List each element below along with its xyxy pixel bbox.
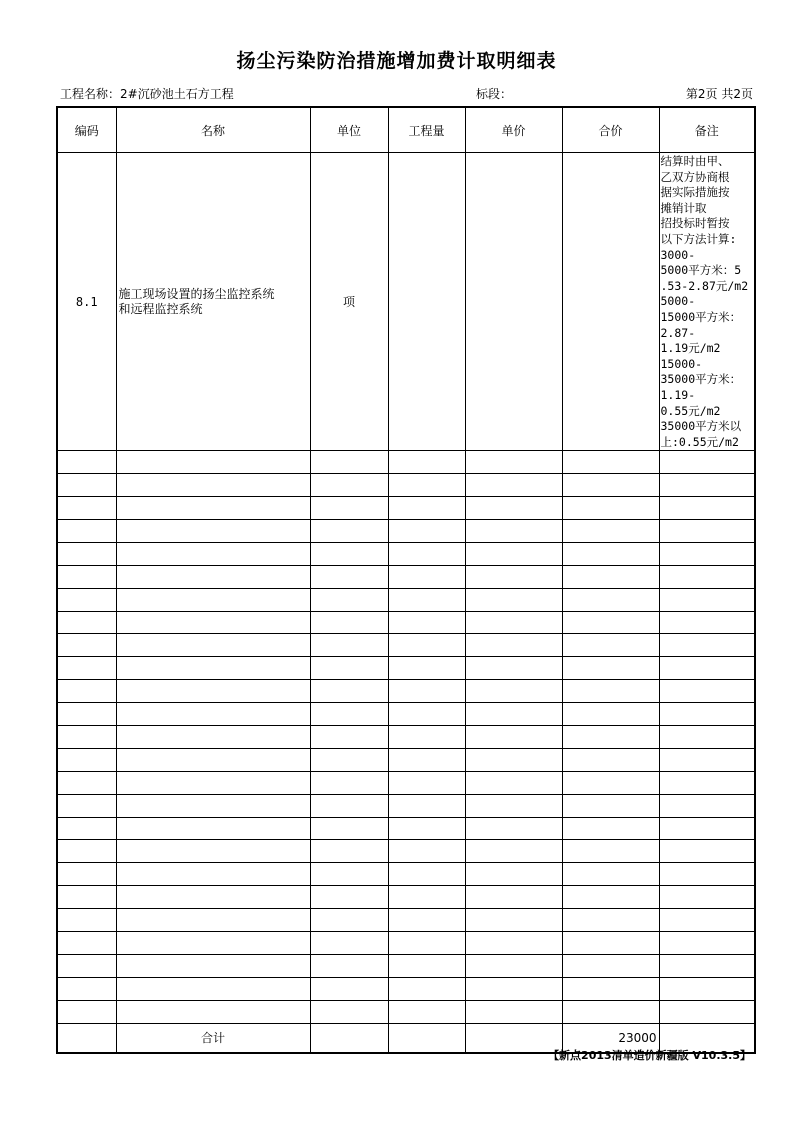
page-title: 扬尘污染防治措施增加费计取明细表 [236,50,557,72]
table-row [57,817,755,840]
empty-cell [57,611,116,634]
empty-cell [659,1000,755,1023]
empty-cell [57,748,116,771]
note-line: 招投标时暂按 [660,216,730,231]
empty-cell [388,657,465,680]
empty-cell [388,931,465,954]
empty-cell [465,497,562,520]
table-row [57,886,755,909]
cell-unit: 项 [310,153,388,451]
empty-cell [57,588,116,611]
empty-cell [659,954,755,977]
empty-cell [57,519,116,542]
empty-cell [659,519,755,542]
table-row [57,657,755,680]
table-row [57,748,755,771]
empty-cell [310,977,388,1000]
empty-cell [659,909,755,932]
empty-cell [57,565,116,588]
empty-cell [465,474,562,497]
empty-cell [388,886,465,909]
empty-cell [465,611,562,634]
total-empty-cell [388,1023,465,1053]
column-header-quantity: 工程量 [388,107,465,153]
empty-cell [562,909,659,932]
total-label: 合计 [116,1023,310,1053]
table-row [57,931,755,954]
empty-cell [57,886,116,909]
empty-cell [465,1000,562,1023]
empty-cell [310,771,388,794]
note-line: 1.19- [660,387,696,402]
column-header-unit: 单位 [310,107,388,153]
empty-cell [310,519,388,542]
empty-cell [310,817,388,840]
table-row [57,588,755,611]
empty-cell [659,725,755,748]
cell-unit-price [465,153,562,451]
empty-cell [388,771,465,794]
empty-cell [57,931,116,954]
empty-cell [310,565,388,588]
empty-cell [388,565,465,588]
column-header-note: 备注 [659,107,755,153]
empty-cell [562,840,659,863]
cell-note [659,153,755,451]
total-empty-cell [310,1023,388,1053]
empty-cell [310,794,388,817]
empty-cell [57,1000,116,1023]
empty-cell [116,451,310,474]
cell-amount [562,153,659,451]
empty-cell [465,519,562,542]
blank-rows [57,451,755,1023]
note-line: 据实际措施按 [660,185,730,200]
empty-cell [388,977,465,1000]
note-line: 35000平方米以 [660,419,742,434]
empty-cell [310,542,388,565]
empty-cell [465,703,562,726]
empty-cell [310,840,388,863]
table-row [57,794,755,817]
empty-cell [562,886,659,909]
empty-cell [388,1000,465,1023]
empty-cell [562,542,659,565]
note-line: 上:0.55元/m2 [660,434,739,449]
empty-cell [562,657,659,680]
empty-cell [310,680,388,703]
empty-cell [659,817,755,840]
empty-cell [57,863,116,886]
empty-cell [57,725,116,748]
note-line: 15000平方米： [660,309,742,324]
note-line: 5000- [660,294,696,309]
empty-cell [659,542,755,565]
empty-cell [57,817,116,840]
note-line: 15000- [660,356,703,371]
table-row [57,153,755,451]
empty-cell [310,451,388,474]
empty-cell [659,771,755,794]
empty-cell [659,565,755,588]
empty-cell [388,840,465,863]
column-header-unit-price: 单价 [465,107,562,153]
empty-cell [310,611,388,634]
cell-quantity [388,153,465,451]
page-number: 第2页 共2页 [685,87,753,101]
empty-cell [465,886,562,909]
table-row [57,977,755,1000]
note-line: 1.19元/m2 [660,341,721,356]
total-empty-cell [57,1023,116,1053]
empty-cell [388,519,465,542]
empty-cell [57,680,116,703]
note-line: 摊销计取 [660,200,707,215]
empty-cell [562,794,659,817]
empty-cell [116,840,310,863]
note-line: 5000平方米：5 [660,263,742,278]
empty-cell [116,680,310,703]
empty-cell [465,794,562,817]
empty-cell [465,680,562,703]
empty-cell [116,634,310,657]
empty-cell [116,771,310,794]
empty-cell [116,886,310,909]
note-line: 乙双方协商根 [660,169,730,184]
note-line: 0.55元/m2 [660,403,721,418]
column-header-amount: 合价 [562,107,659,153]
empty-cell [562,565,659,588]
empty-cell [562,703,659,726]
empty-cell [659,634,755,657]
empty-cell [310,954,388,977]
empty-cell [310,657,388,680]
empty-cell [57,657,116,680]
empty-cell [562,954,659,977]
empty-cell [659,451,755,474]
empty-cell [465,771,562,794]
empty-cell [465,840,562,863]
empty-cell [562,519,659,542]
empty-cell [310,886,388,909]
empty-cell [388,588,465,611]
empty-cell [116,725,310,748]
empty-cell [659,794,755,817]
table-row [57,634,755,657]
table-row [57,474,755,497]
table-row [57,565,755,588]
empty-cell [57,840,116,863]
empty-cell [116,565,310,588]
empty-cell [116,817,310,840]
empty-cell [562,634,659,657]
empty-cell [388,611,465,634]
empty-cell [562,771,659,794]
empty-cell [57,634,116,657]
note-line: 以下方法计算: [660,231,737,246]
table-header-row [57,107,755,153]
empty-cell [57,497,116,520]
empty-cell [116,657,310,680]
empty-cell [310,497,388,520]
empty-cell [465,817,562,840]
empty-cell [388,680,465,703]
empty-cell [562,725,659,748]
note-line: 2.87- [660,325,696,340]
empty-cell [388,542,465,565]
empty-cell [562,611,659,634]
empty-cell [116,794,310,817]
cell-name [116,153,310,451]
empty-cell [465,748,562,771]
empty-cell [659,497,755,520]
table-row [57,680,755,703]
empty-cell [562,748,659,771]
note-line: 结算时由甲、 [660,154,730,168]
empty-cell [562,588,659,611]
empty-cell [388,634,465,657]
table-row [57,611,755,634]
empty-cell [310,634,388,657]
empty-cell [116,611,310,634]
table-row [57,451,755,474]
empty-cell [57,451,116,474]
empty-cell [388,794,465,817]
empty-cell [388,451,465,474]
empty-cell [562,451,659,474]
table-row [57,519,755,542]
empty-cell [388,703,465,726]
table-row [57,497,755,520]
empty-cell [562,863,659,886]
empty-cell [562,977,659,1000]
empty-cell [659,840,755,863]
empty-cell [659,977,755,1000]
empty-cell [310,474,388,497]
empty-cell [116,474,310,497]
empty-cell [310,1000,388,1023]
table-row [57,954,755,977]
empty-cell [388,497,465,520]
section-label: 标段： [476,87,513,101]
detail-table [56,106,756,1054]
empty-cell [562,817,659,840]
empty-cell [562,474,659,497]
empty-cell [310,588,388,611]
table-row [57,863,755,886]
empty-cell [659,611,755,634]
empty-cell [465,634,562,657]
note-line: 35000平方米： [660,372,742,387]
empty-cell [116,519,310,542]
empty-cell [465,863,562,886]
empty-cell [388,863,465,886]
empty-cell [310,931,388,954]
empty-cell [116,977,310,1000]
empty-cell [310,863,388,886]
table-row [57,725,755,748]
empty-cell [116,931,310,954]
empty-cell [57,703,116,726]
empty-cell [465,451,562,474]
empty-cell [388,474,465,497]
empty-cell [388,725,465,748]
empty-cell [388,954,465,977]
empty-cell [57,794,116,817]
empty-cell [388,909,465,932]
note-line: .53-2.87元/m2 [660,278,749,293]
project-name: 工程名称：2#沉砂池土石方工程 [60,87,234,101]
empty-cell [562,1000,659,1023]
empty-cell [310,703,388,726]
empty-cell [116,542,310,565]
cell-name-line: 和远程监控系统 [118,301,203,316]
empty-cell [116,863,310,886]
empty-cell [659,748,755,771]
empty-cell [388,748,465,771]
empty-cell [57,954,116,977]
empty-cell [116,1000,310,1023]
cell-code: 8.1 [57,153,116,451]
empty-cell [465,931,562,954]
empty-cell [465,909,562,932]
empty-cell [659,474,755,497]
empty-cell [388,817,465,840]
empty-cell [116,497,310,520]
empty-cell [116,909,310,932]
empty-cell [57,771,116,794]
empty-cell [562,680,659,703]
table-row [57,703,755,726]
table-row [57,1000,755,1023]
column-header-name: 名称 [116,107,310,153]
empty-cell [465,588,562,611]
empty-cell [310,748,388,771]
empty-cell [465,565,562,588]
empty-cell [659,886,755,909]
empty-cell [659,588,755,611]
column-header-code: 编码 [57,107,116,153]
empty-cell [659,931,755,954]
empty-cell [465,657,562,680]
total-amount: 23000 [562,1023,659,1053]
empty-cell [465,725,562,748]
empty-cell [116,703,310,726]
empty-cell [116,748,310,771]
note-line: 3000- [660,247,696,262]
empty-cell [57,909,116,932]
empty-cell [562,931,659,954]
empty-cell [659,657,755,680]
empty-cell [57,542,116,565]
empty-cell [465,954,562,977]
table-row [57,771,755,794]
cell-name-line: 施工现场设置的扬尘监控系统 [118,286,275,301]
empty-cell [310,909,388,932]
table-row [57,542,755,565]
empty-cell [116,588,310,611]
empty-cell [659,863,755,886]
empty-cell [116,954,310,977]
empty-cell [659,703,755,726]
empty-cell [465,977,562,1000]
empty-cell [659,680,755,703]
empty-cell [465,542,562,565]
table-row [57,840,755,863]
empty-cell [57,977,116,1000]
table-row [57,909,755,932]
empty-cell [310,725,388,748]
empty-cell [562,497,659,520]
empty-cell [57,474,116,497]
software-footer: 【新点2013清单造价新疆版 V10.3.5】 [548,1049,751,1062]
